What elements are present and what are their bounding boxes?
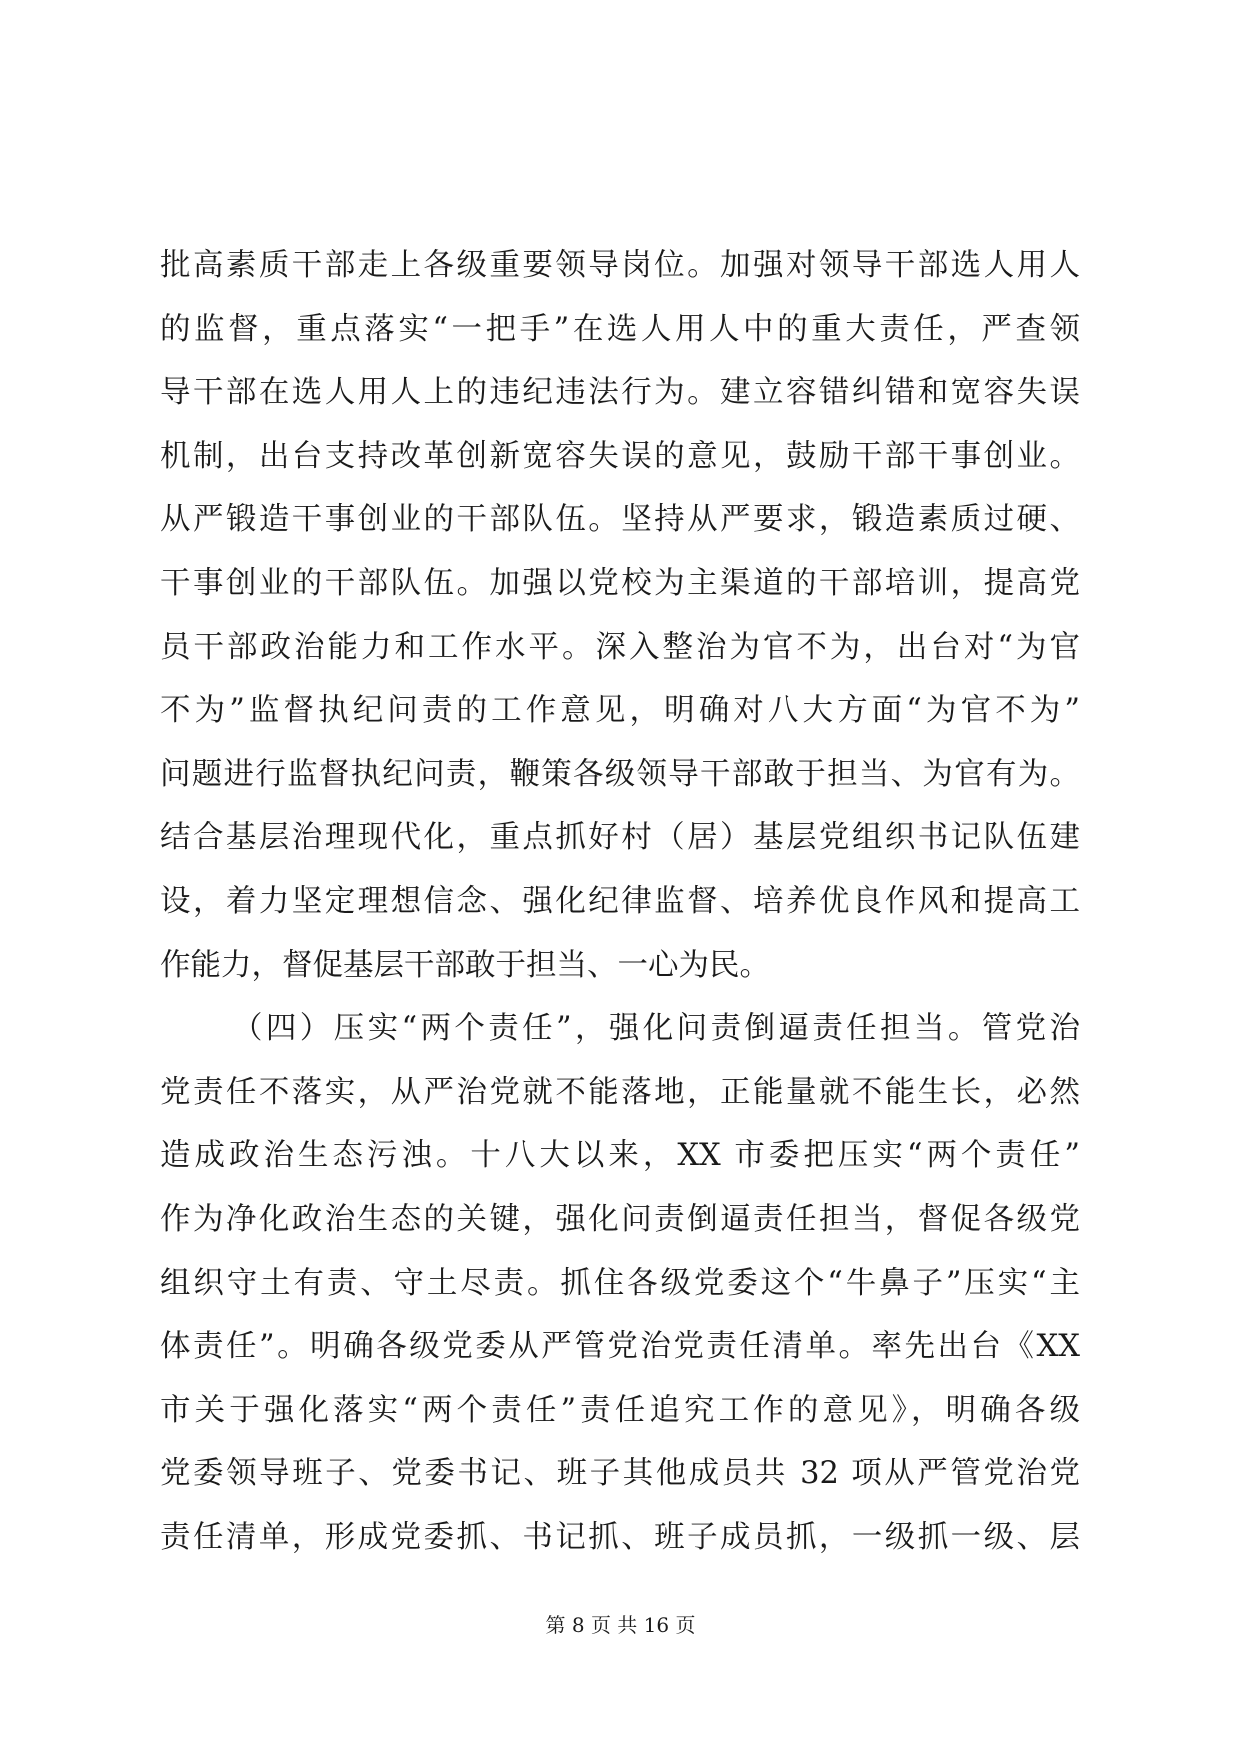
text-line: 不为”监督执纪问责的工作意见，明确对八大方面“为官不为” [160, 693, 1080, 729]
text-line: 设，着力坚定理想信念、强化纪律监督、培养优良作风和提高工 [160, 883, 1080, 919]
text-line: 导干部在选人用人上的违纪违法行为。建立容错纠错和宽容失误 [160, 375, 1080, 411]
text-line: 的监督，重点落实“一把手”在选人用人中的重大责任，严查领 [160, 311, 1080, 347]
text-line: 批高素质干部走上各级重要领导岗位。加强对领导干部选人用人 [160, 248, 1080, 283]
page-number-footer: 第 8 页 共 16 页 [545, 1613, 696, 1637]
text-line: 责任清单，形成党委抓、书记抓、班子成员抓，一级抓一级、层 [160, 1519, 1080, 1555]
text-line: 从严锻造干事创业的干部队伍。坚持从严要求，锻造素质过硬、 [160, 502, 1080, 538]
text-line: 市关于强化落实“两个责任”责任追究工作的意见》，明确各级 [160, 1392, 1080, 1428]
text-line: 结合基层治理现代化，重点抓好村（居）基层党组织书记队伍建 [160, 820, 1080, 856]
body-text [160, 234, 1080, 1569]
text-line: 员干部政治能力和工作水平。深入整治为官不为，出台对“为官 [160, 629, 1080, 665]
text-line: 问题进行监督执纪问责，鞭策各级领导干部敢于担当、为官有为。 [160, 756, 1080, 792]
text-line: 作为净化政治生态的关键，强化问责倒逼责任担当，督促各级党 [160, 1201, 1080, 1237]
text-line: 作能力，督促基层干部敢于担当、一心为民。 [160, 947, 770, 983]
text-line: 党责任不落实，从严治党就不能落地，正能量就不能生长，必然 [160, 1074, 1080, 1110]
text-line: 体责任”。明确各级党委从严管党治党责任清单。率先出台《XX [160, 1329, 1080, 1365]
text-line: 组织守土有责、守土尽责。抓住各级党委这个“牛鼻子”压实“主 [160, 1265, 1080, 1301]
text-line: 干事创业的干部队伍。加强以党校为主渠道的干部培训，提高党 [160, 565, 1080, 601]
text-line: 机制，出台支持改革创新宽容失误的意见，鼓励干部干事创业。 [160, 438, 1080, 474]
text-line: 造成政治生态污浊。十八大以来，XX 市委把压实“两个责任” [160, 1138, 1080, 1174]
text-line: 党委领导班子、党委书记、班子其他成员共 32 项从严管党治党 [160, 1456, 1080, 1492]
section-heading-line: （四）压实“两个责任”，强化问责倒逼责任担当。管党治 [232, 1011, 1080, 1047]
